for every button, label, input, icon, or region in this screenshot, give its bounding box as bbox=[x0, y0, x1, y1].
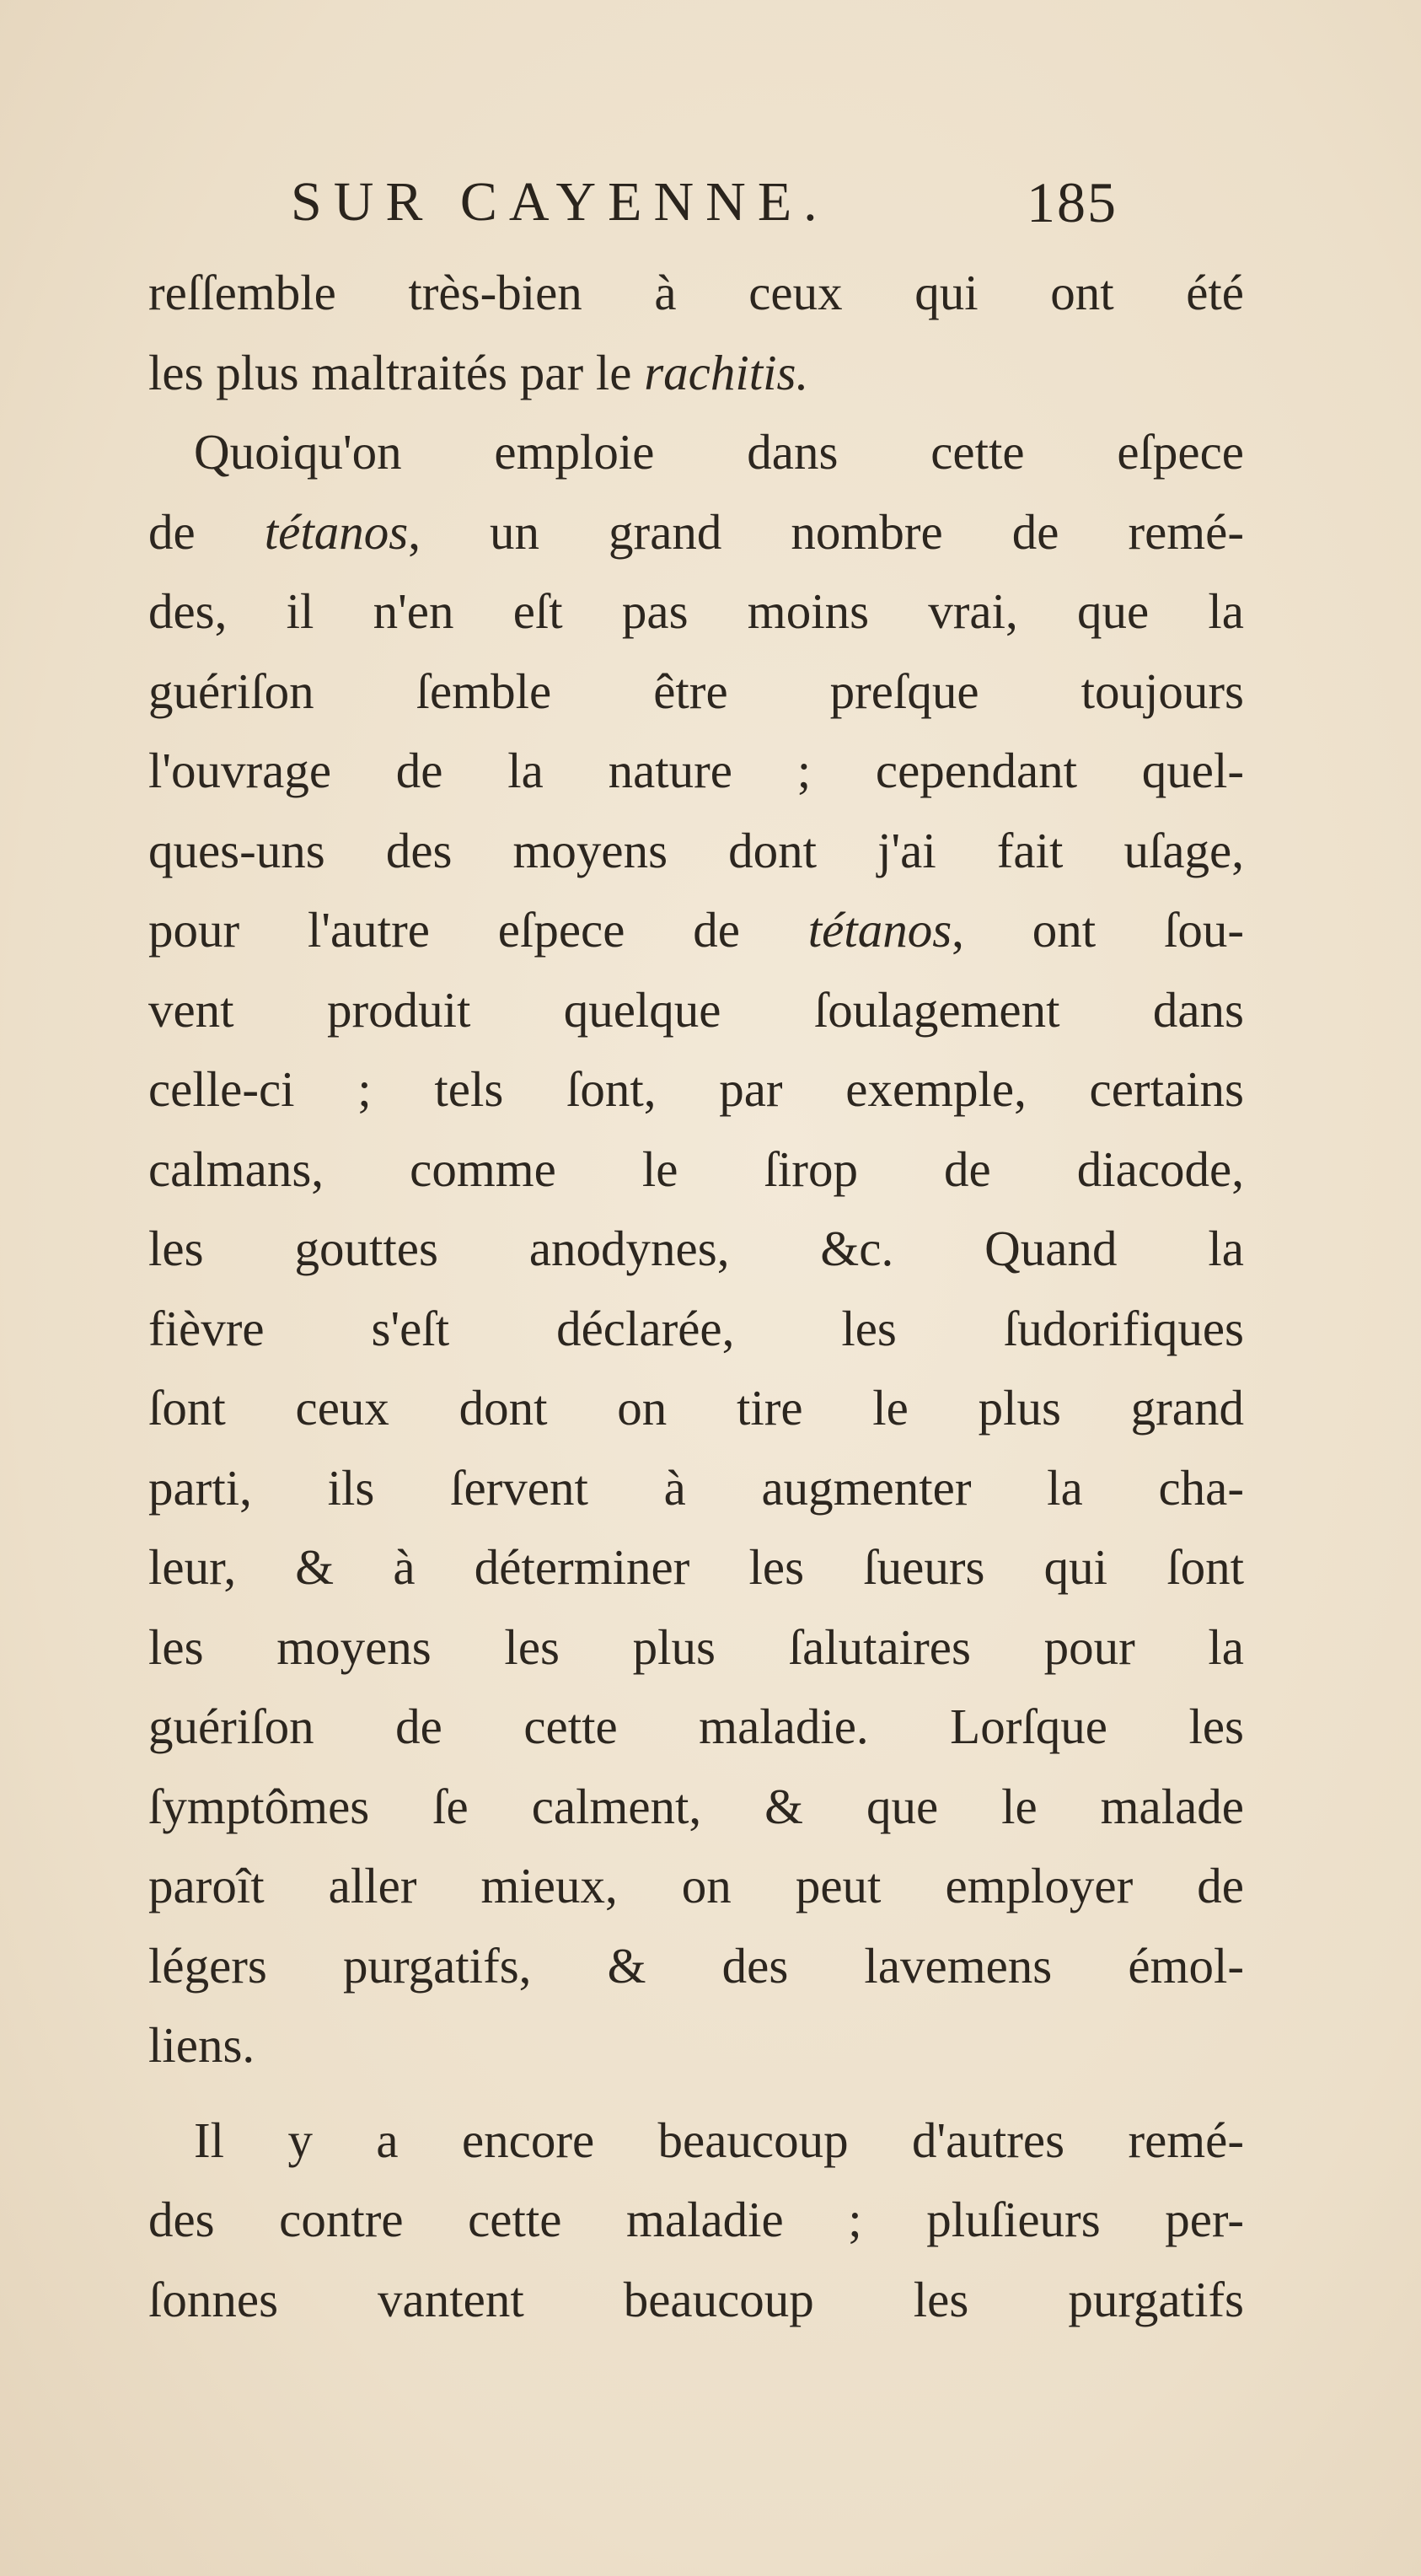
italic-term: tétanos bbox=[807, 902, 952, 958]
text-line: l'ouvrage de la nature ; cependant quel- bbox=[148, 743, 1244, 798]
running-head-title: SUR CAYENNE. bbox=[291, 171, 829, 233]
italic-term: rachitis. bbox=[644, 344, 809, 400]
text-line: fièvre s'eſt déclarée, les ſudorifiques bbox=[148, 1300, 1244, 1356]
text-line: guériſon ſemble être preſque toujours bbox=[148, 663, 1244, 719]
running-head bbox=[0, 164, 1421, 240]
text-line: les gouttes anodynes, &c. Quand la bbox=[148, 1221, 1244, 1276]
text-line: ques-uns des moyens dont j'ai fait uſage, bbox=[148, 822, 1244, 878]
text-line: ſonnes vantent beaucoup les purgatifs bbox=[148, 2271, 1244, 2327]
text-line bbox=[148, 890, 1244, 970]
text-line: les moyens les plus ſalutaires pour la bbox=[148, 1618, 1244, 1675]
text-line: des, il n'en eſt pas moins vrai, que la bbox=[148, 583, 1244, 639]
text-line: vent produit quelque ſoulagement dans bbox=[148, 981, 1244, 1038]
text-line-start: les plus maltraités par le bbox=[148, 344, 645, 400]
text-line: leur, & à déterminer les ſueurs qui ſont bbox=[148, 1539, 1244, 1595]
text-line bbox=[148, 333, 1244, 413]
text-line: paroît aller mieux, on peut employer de bbox=[148, 1858, 1244, 1913]
italic-term: tétanos bbox=[264, 503, 409, 560]
text-line: Il y a encore beaucoup d'autres remé- bbox=[194, 2112, 1244, 2168]
text-line-start: de bbox=[148, 503, 265, 560]
text-line-end: , ont ſou- bbox=[952, 902, 1244, 958]
text-line: ſymptômes ſe calment, & que le malade bbox=[148, 1778, 1244, 1834]
text-line-end: , un grand nombre de remé- bbox=[408, 503, 1245, 560]
text-line: reſſemble très-bien à ceux qui ont été bbox=[148, 265, 1244, 320]
text-line-start: pour l'autre eſpece de bbox=[148, 902, 808, 958]
text-line: Quoiqu'on emploie dans cette eſpece bbox=[194, 424, 1244, 480]
text-line: parti, ils ſervent à augmenter la cha- bbox=[148, 1459, 1244, 1516]
page-number: 185 bbox=[1027, 170, 1118, 234]
text-line: guériſon de cette maladie. Lorſque les bbox=[148, 1699, 1244, 1754]
text-line: celle-ci ; tels ſont, par exemple, certains bbox=[148, 1061, 1244, 1117]
text-line: des contre cette maladie ; pluſieurs per- bbox=[148, 2192, 1244, 2247]
text-line bbox=[148, 492, 1244, 572]
text-line: calmans, comme le ſirop de diacode, bbox=[148, 1140, 1244, 1197]
text-line: légers purgatifs, & des lavemens émol- bbox=[148, 1937, 1244, 1994]
text-line: liens. bbox=[148, 2017, 255, 2073]
body-text bbox=[148, 253, 1244, 2339]
text-line: ſont ceux dont on tire le plus grand bbox=[148, 1380, 1244, 1436]
